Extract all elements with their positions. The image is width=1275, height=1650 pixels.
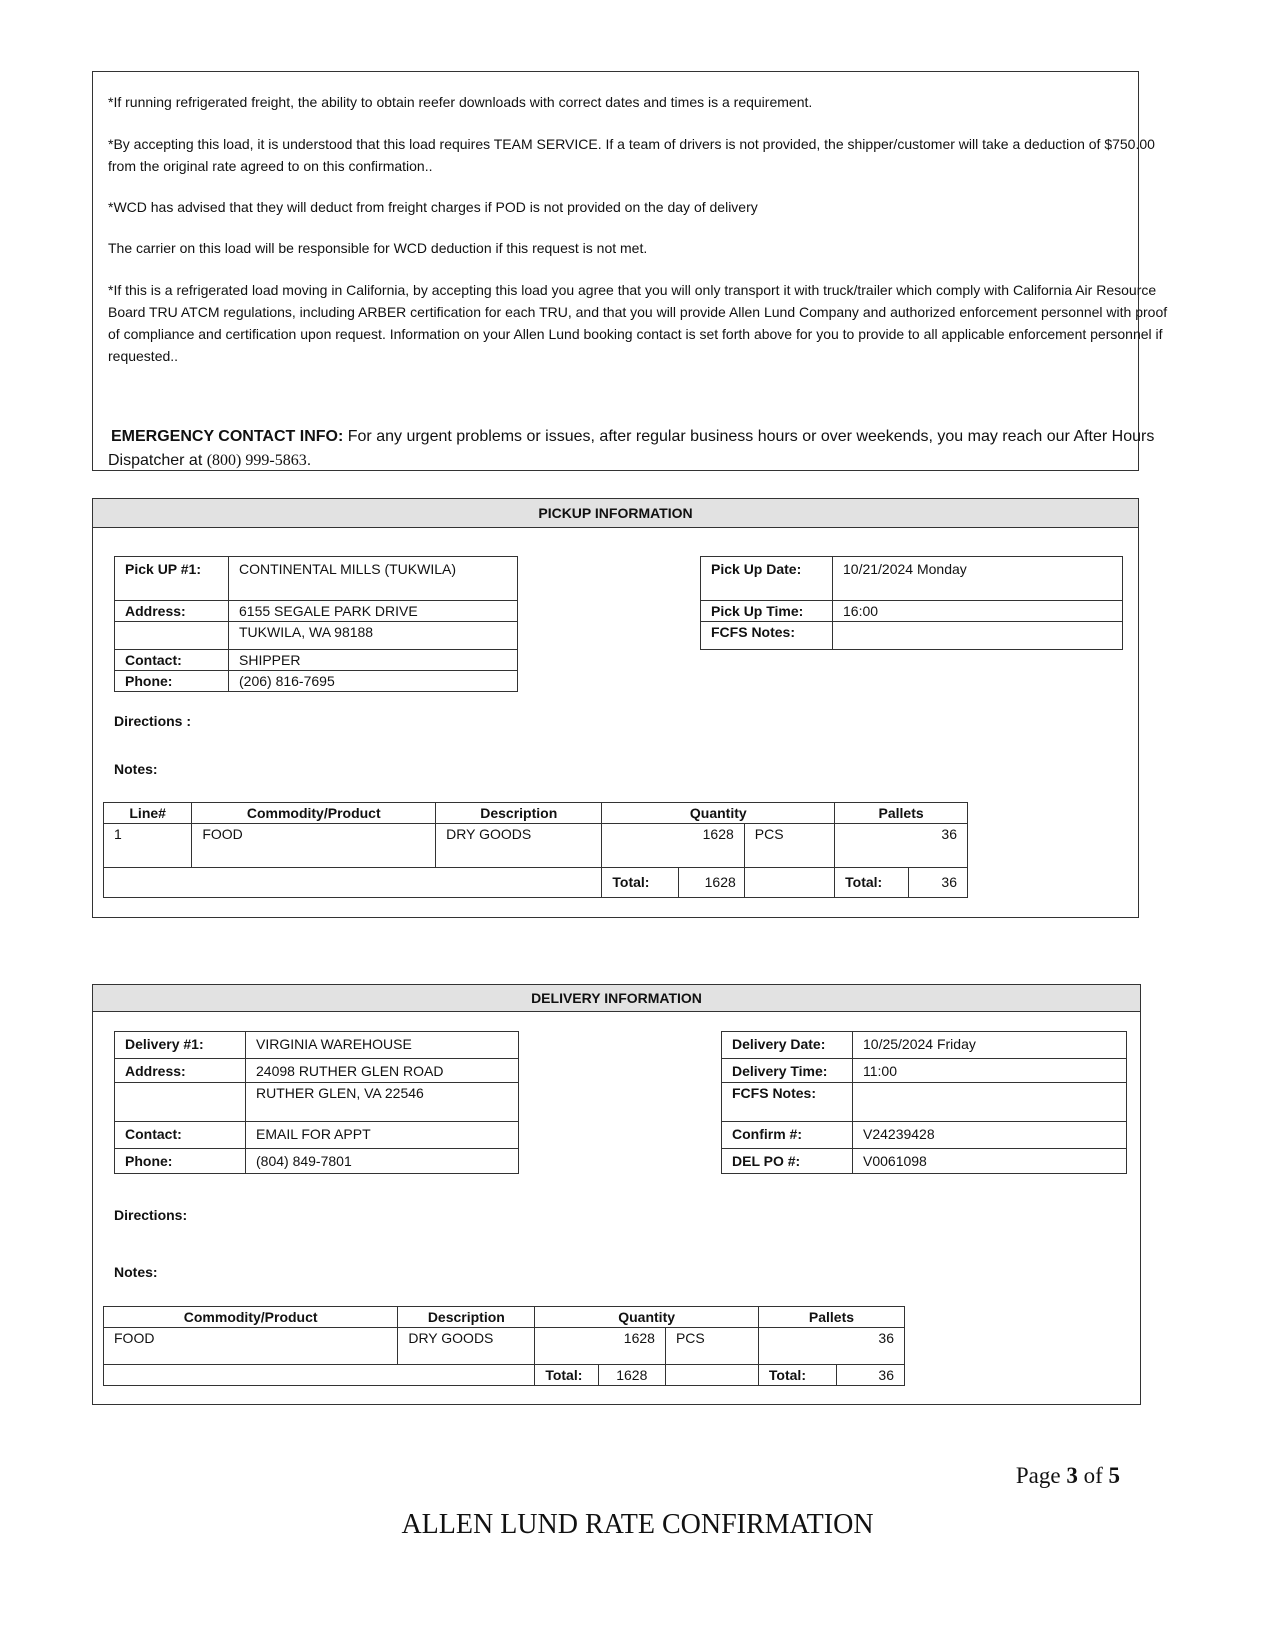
delivery-confirm-label: Confirm #:	[722, 1122, 853, 1149]
emergency-period: .	[306, 452, 312, 469]
pickup-commodity-table	[103, 802, 968, 898]
pickup-phone-label: Phone:	[115, 671, 229, 692]
delivery-address-label: Address:	[115, 1059, 246, 1083]
term-team-service: *By accepting this load, it is understood that this load requires TEAM SERVICE. If a team of drivers is not provided, the shipper/customer will take a deduction of $750.00 from the original rate agreed to on this confirmation..	[108, 136, 1155, 174]
term-california-carb: *If this is a refrigerated load moving in California, by accepting this load you agree that you will only transport it with truck/trailer which comply with California Air Resource Board TRU ATCM regulations, including ARBER certification for each TRU, and that you will provide Allen Lund Company and authorized enforcement personnel with proof of compliance and certification upon request. Information on your Allen Lund booking contact is set forth above for you to provide to all applicable enforcement personnel if requested..	[108, 282, 1168, 364]
total-spacer	[104, 1365, 535, 1386]
pickup-location-table	[114, 556, 518, 692]
delivery-po-value: V0061098	[853, 1149, 1127, 1174]
row-unit: PCS	[744, 824, 834, 868]
pickup-address-line2: TUKWILA, WA 98188	[229, 622, 518, 650]
row-commodity: FOOD	[104, 1328, 398, 1365]
delivery-number-label: Delivery #1:	[115, 1032, 246, 1059]
delivery-commodity-table	[103, 1306, 905, 1386]
row-description: DRY GOODS	[398, 1328, 535, 1365]
page-of: of	[1083, 1463, 1103, 1488]
pickup-fcfs-label: FCFS Notes:	[701, 622, 833, 650]
delivery-contact-label: Contact:	[115, 1122, 246, 1149]
delivery-address-line1: 24098 RUTHER GLEN ROAD	[246, 1059, 519, 1083]
row-commodity: FOOD	[192, 824, 436, 868]
delivery-po-label: DEL PO #:	[722, 1149, 853, 1174]
page-number	[1016, 1463, 1120, 1489]
pickup-number-label: Pick UP #1:	[115, 557, 229, 601]
pallet-total-label: Total:	[835, 868, 908, 898]
pickup-notes-label: Notes:	[114, 761, 158, 777]
delivery-phone-value: (804) 849-7801	[246, 1149, 519, 1174]
row-quantity: 1628	[535, 1328, 666, 1365]
delivery-receiver-name: VIRGINIA WAREHOUSE	[246, 1032, 519, 1059]
delivery-contact-value: EMAIL FOR APPT	[246, 1122, 519, 1149]
pickup-date-label: Pick Up Date:	[701, 557, 833, 601]
col-pallets: Pallets	[835, 803, 968, 824]
total-spacer	[104, 868, 602, 898]
delivery-confirm-value: V24239428	[853, 1122, 1127, 1149]
qty-total-value: 1628	[679, 868, 744, 898]
emergency-label: EMERGENCY CONTACT INFO:	[111, 428, 344, 445]
pickup-address-line1: 6155 SEGALE PARK DRIVE	[229, 601, 518, 622]
delivery-time-value: 11:00	[853, 1059, 1127, 1083]
qty-total-value: 1628	[598, 1365, 665, 1386]
emergency-phone: (800) 999-5863	[206, 452, 307, 469]
qty-total-label: Total:	[602, 868, 679, 898]
term-wcd-deduction: The carrier on this load will be responsible for WCD deduction if this request is not met.	[108, 240, 648, 256]
unit-total-empty	[665, 1365, 758, 1386]
pickup-time-label: Pick Up Time:	[701, 601, 833, 622]
emergency-text: For any urgent problems or issues, after regular business hours or over weekends, you may reach our After Hours Dispatcher at	[108, 428, 1155, 469]
document-title: ALLEN LUND RATE CONFIRMATION	[401, 1509, 874, 1540]
delivery-fcfs-label: FCFS Notes:	[722, 1083, 853, 1122]
qty-total-label: Total:	[535, 1365, 598, 1386]
pickup-schedule-table	[700, 556, 1123, 650]
pickup-phone-value: (206) 816-7695	[229, 671, 518, 692]
pallet-total-value: 36	[836, 1365, 904, 1386]
col-description: Description	[436, 803, 602, 824]
delivery-date-value: 10/25/2024 Friday	[853, 1032, 1127, 1059]
term-wcd-pod: *WCD has advised that they will deduct from freight charges if POD is not provided on the day of delivery	[108, 199, 758, 215]
page-current: 3	[1066, 1463, 1078, 1488]
pickup-contact-label: Contact:	[115, 650, 229, 671]
delivery-fcfs-value	[853, 1083, 1127, 1122]
pickup-address-label: Address:	[115, 601, 229, 622]
pallet-total-value: 36	[908, 868, 967, 898]
col-commodity: Commodity/Product	[192, 803, 436, 824]
delivery-address-line2: RUTHER GLEN, VA 22546	[246, 1083, 519, 1122]
terms-box	[92, 71, 1139, 471]
row-line: 1	[104, 824, 192, 868]
page-total: 5	[1108, 1463, 1120, 1488]
row-description: DRY GOODS	[436, 824, 602, 868]
pickup-header: PICKUP INFORMATION	[93, 499, 1138, 528]
row-unit: PCS	[665, 1328, 758, 1365]
pickup-empty-cell	[115, 622, 229, 650]
delivery-phone-label: Phone:	[115, 1149, 246, 1174]
pickup-date-value: 10/21/2024 Monday	[833, 557, 1123, 601]
pickup-fcfs-value	[833, 622, 1123, 650]
pickup-directions-label: Directions :	[114, 713, 192, 729]
delivery-schedule-table	[721, 1031, 1127, 1174]
col-pallets: Pallets	[758, 1307, 904, 1328]
col-quantity: Quantity	[535, 1307, 759, 1328]
delivery-location-table	[114, 1031, 519, 1174]
delivery-header: DELIVERY INFORMATION	[93, 985, 1140, 1012]
pickup-time-value: 16:00	[833, 601, 1123, 622]
page-prefix: Page	[1015, 1463, 1061, 1488]
delivery-time-label: Delivery Time:	[722, 1059, 853, 1083]
col-quantity: Quantity	[602, 803, 835, 824]
col-commodity: Commodity/Product	[104, 1307, 398, 1328]
row-pallets: 36	[835, 824, 968, 868]
col-line: Line#	[104, 803, 192, 824]
term-reefer-downloads: *If running refrigerated freight, the ability to obtain reefer downloads with correct dates and times is a requirement.	[108, 94, 813, 110]
pickup-contact-value: SHIPPER	[229, 650, 518, 671]
col-description: Description	[398, 1307, 535, 1328]
emergency-contact	[108, 425, 1178, 473]
delivery-date-label: Delivery Date:	[722, 1032, 853, 1059]
table-row	[104, 824, 968, 868]
row-pallets: 36	[758, 1328, 904, 1365]
delivery-empty-cell	[115, 1083, 246, 1122]
delivery-directions-label: Directions:	[114, 1207, 188, 1223]
pickup-shipper-name: CONTINENTAL MILLS (TUKWILA)	[229, 557, 518, 601]
row-quantity: 1628	[602, 824, 744, 868]
unit-total-empty	[744, 868, 834, 898]
delivery-notes-label: Notes:	[114, 1264, 158, 1280]
pallet-total-label: Total:	[758, 1365, 836, 1386]
table-row	[104, 1328, 905, 1365]
